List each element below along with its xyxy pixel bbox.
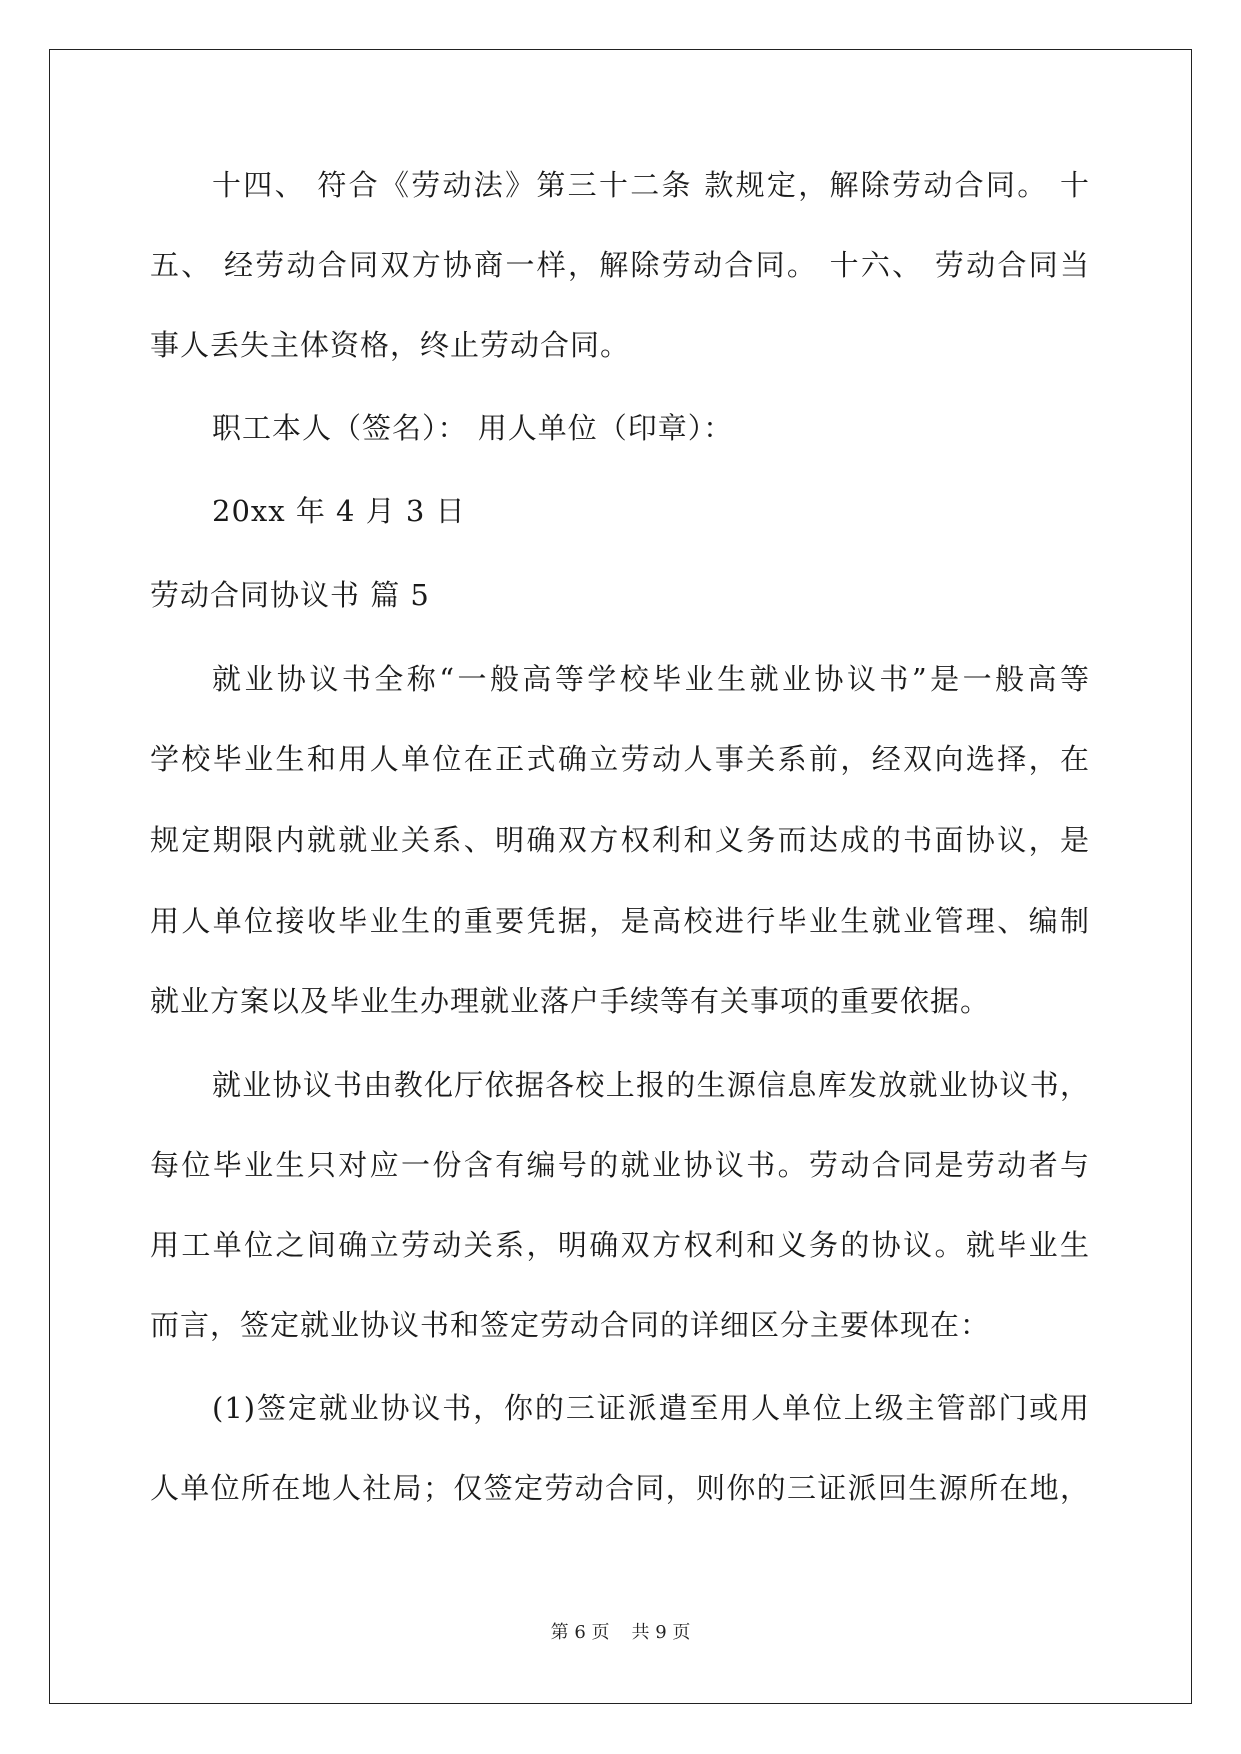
paragraph-line: 就业协议书由教化厅依据各校上报的生源信息库发放就业协议书， bbox=[212, 1068, 1090, 1102]
paragraph-line: (1)签定就业协议书，你的三证派遣至用人单位上级主管部门或用 bbox=[212, 1391, 1090, 1425]
date-line: 20xx 年 4 月 3 日 bbox=[212, 494, 466, 528]
paragraph-line: 用工单位之间确立劳动关系，明确双方权利和义务的协议。就毕业生 bbox=[150, 1228, 1090, 1262]
paragraph-line: 十四、 符合《劳动法》第三十二条 款规定，解除劳动合同。 十 bbox=[212, 168, 1090, 202]
paragraph-line: 用人单位接收毕业生的重要凭据，是高校进行毕业生就业管理、编制 bbox=[150, 904, 1090, 938]
paragraph-line: 事人丢失主体资格，终止劳动合同。 bbox=[150, 328, 631, 362]
paragraph-line: 而言，签定就业协议书和签定劳动合同的详细区分主要体现在： bbox=[150, 1308, 991, 1342]
page-border bbox=[49, 49, 1192, 1704]
paragraph-line: 人单位所在地人社局；仅签定劳动合同，则你的三证派回生源所在地， bbox=[150, 1471, 1090, 1505]
paragraph-line: 就业方案以及毕业生办理就业落户手续等有关事项的重要依据。 bbox=[150, 984, 991, 1018]
page-number-current: 第 6 页 bbox=[550, 1622, 610, 1643]
page-number-total: 共 9 页 bbox=[631, 1622, 691, 1643]
paragraph-line: 学校毕业生和用人单位在正式确立劳动人事关系前，经双向选择，在 bbox=[150, 742, 1090, 776]
paragraph-line: 五、 经劳动合同双方协商一样，解除劳动合同。 十六、 劳动合同当 bbox=[150, 248, 1090, 282]
paragraph-line: 每位毕业生只对应一份含有编号的就业协议书。劳动合同是劳动者与 bbox=[150, 1148, 1090, 1182]
section-heading: 劳动合同协议书 篇 5 bbox=[150, 578, 430, 612]
paragraph-line: 规定期限内就就业关系、明确双方权利和义务而达成的书面协议，是 bbox=[150, 823, 1090, 857]
paragraph-line: 就业协议书全称“一般高等学校毕业生就业协议书”是一般高等 bbox=[212, 662, 1090, 696]
signature-line: 职工本人（签名）： 用人单位（印章）： bbox=[212, 411, 734, 445]
page-footer bbox=[0, 1621, 1241, 1645]
